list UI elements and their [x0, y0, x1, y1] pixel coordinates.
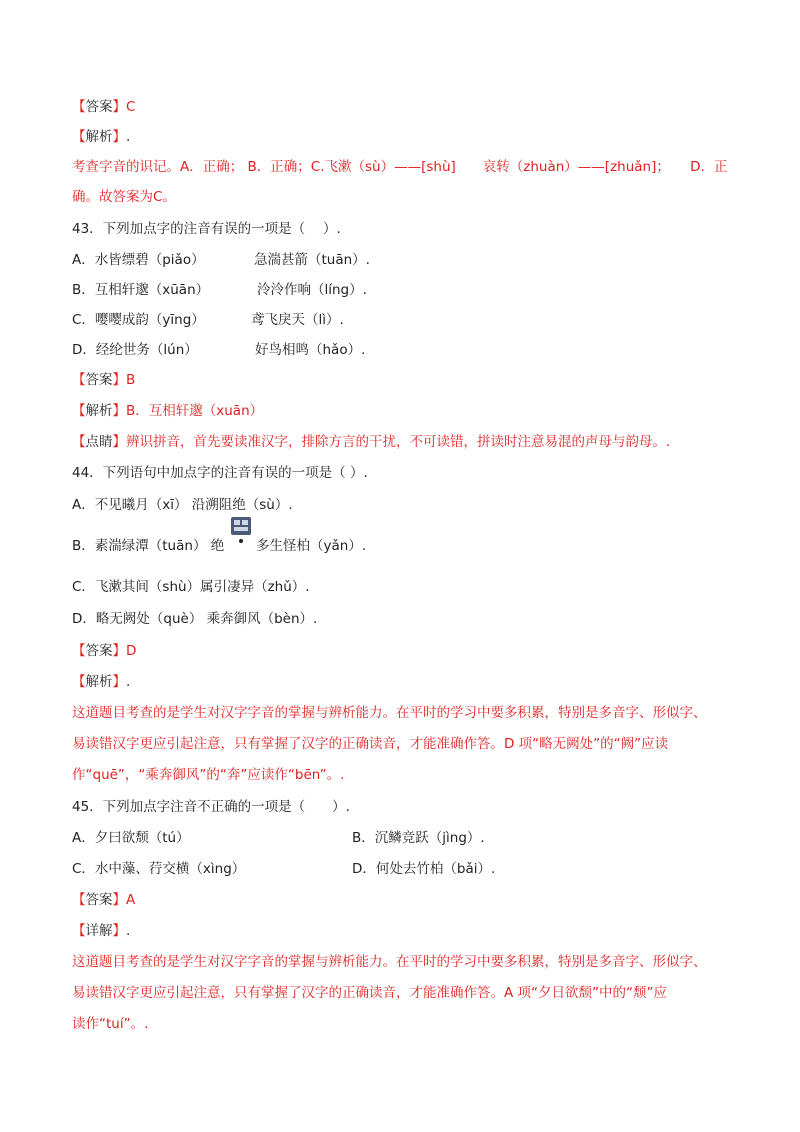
analysis-text: 作“quē”，“乘奔御风”的“奔”应读作“bēn”。. [72, 767, 345, 783]
option-d-right: 好鸟相鸣（hǎo）. [255, 342, 366, 358]
answer-label: 【答案】B [72, 372, 136, 388]
option-c-right: 鸢飞戾天（lì）. [251, 312, 344, 328]
analysis-label: 【解析】. [72, 129, 131, 145]
analysis-text: 确。故答案为C。 [72, 189, 176, 205]
option-b-part1: B．素湍绿潭（tuān） 绝 [72, 538, 225, 554]
answer-value: B [126, 372, 136, 388]
option-c: C．飞漱其间（shù）属引凄异（zhǔ）. [72, 579, 310, 595]
analysis-text: 这道题目考查的是学生对汉字字音的掌握与辨析能力。在平时的学习中要多积累，特别是多音字、形似字、 [72, 705, 707, 721]
option-c: C．水中藻、荇交横（xìng） [72, 861, 246, 877]
option-a: A．不见曦月（xī） 沿溯阻绝（sù）. [72, 497, 293, 513]
answer-value: D [126, 643, 137, 659]
option-d-left: D．经纶世务（lún） [72, 342, 198, 358]
question-stem: 43．下列加点字的注音有误的一项是（ ）. [72, 221, 341, 237]
option-b-right: 泠泠作响（líng）. [257, 282, 367, 298]
answer-value: A [126, 892, 136, 908]
answer-label: 【答案】C [72, 99, 136, 115]
option-b: B．沉鳞竞跃（jìng）. [352, 830, 485, 846]
option-d: D．何处去竹柏（bǎi）. [352, 861, 496, 877]
analysis-text: B．互相轩邈（xuān） [126, 403, 264, 419]
option-b-left: B．互相轩邈（xūān） [72, 282, 210, 298]
detail-label: 【详解】. [72, 923, 131, 939]
option-a: A．夕曰欲颓（tú） [72, 830, 190, 846]
analysis-label: 【解析】B．互相轩邈（xuān） [72, 403, 264, 419]
option-a-right: 急湍甚箭（tuān）. [254, 252, 370, 268]
answer-value: C [126, 99, 136, 115]
analysis-text: 易读错汉字更应引起注意，只有掌握了汉字的正确读音，才能准确作答。D 项“略无阙处”的“阙”应读 [72, 736, 669, 752]
option-b-part2: 多生怪柏（yǎn）. [256, 538, 367, 554]
answer-label: 【答案】D [72, 643, 137, 659]
analysis-text: 易读错汉字更应引起注意，只有掌握了汉字的正确读音，才能准确作答。A 项“夕日欲颓”中的“颓”应 [72, 985, 668, 1001]
tip-text: 辨识拼音，首先要读准汉字，排除方言的干扰，不可读错，拼读时注意易混的声母与韵母。. [126, 434, 671, 450]
question-stem: 44．下列语句中加点字的注音有误的一项是（ ）. [72, 465, 368, 481]
chinese-character-image [228, 515, 254, 545]
analysis-text: 这道题目考查的是学生对汉字字音的掌握与辨析能力。在平时的学习中要多积累，特别是多音字、形似字、 [72, 954, 707, 970]
option-d: D．略无阙处（què） 乘奔御风（bèn）. [72, 611, 318, 627]
option-c-left: C．嘤嘤成韵（yīng） [72, 312, 205, 328]
question-stem: 45．下列加点字注音不正确的一项是（ ）. [72, 799, 350, 815]
analysis-text: 考查字音的识记。A．正确； B．正确；C.飞漱（sù）——[shù] 哀转（zhuàn）——[zhuǎn]； D．正 [72, 159, 728, 175]
analysis-text: 读作“tuí”。. [72, 1016, 149, 1032]
option-a-left: A．水皆缥碧（piǎo） [72, 252, 205, 268]
analysis-label: 【解析】. [72, 674, 131, 690]
answer-label: 【答案】A [72, 892, 136, 908]
tip-label: 【点睛】辨识拼音，首先要读准汉字，排除方言的干扰，不可读错，拼读时注意易混的声母与韵母。. [72, 434, 671, 450]
